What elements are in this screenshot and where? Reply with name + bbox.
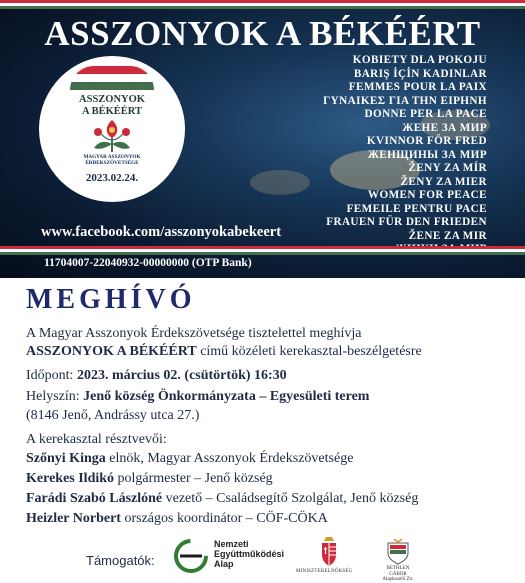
phrase: FEMMES POUR LA PAIX: [348, 81, 487, 93]
place-value: Jenő község Önkormányzata – Egyesületi terem: [83, 389, 370, 404]
event-name: ASSZONYOK A BÉKÉÉRT: [26, 344, 197, 359]
banner-title: ASSZONYOK A BÉKÉÉRT: [44, 14, 481, 53]
intro-event-line: [26, 344, 422, 360]
nea-line1: Nemzeti: [214, 539, 249, 549]
participant-role: vezető – Családsegítő Szolgálat, Jenő község: [162, 491, 419, 506]
hungarian-crest-icon: [320, 537, 338, 567]
participant-name: Szőnyi Kinga: [26, 451, 106, 466]
participant: [26, 511, 328, 527]
place-line: [26, 389, 369, 405]
intro-rest: című közéleti kerekasztal-beszélgetésre: [196, 344, 422, 359]
bethlen-gabor-caption: [379, 566, 417, 583]
participant-role: polgármester – Jenő község: [114, 471, 273, 486]
bank-account: 11704007-22040932-00000000 (OTP Bank): [44, 257, 252, 269]
ministry-caption: MINISZTERELNÖKSÉG: [296, 569, 353, 574]
participant: [26, 491, 418, 507]
phrase: ŽENE ZA MIR: [408, 229, 487, 242]
sponsors-row: [0, 532, 525, 582]
phrase: WOMEN FOR PEACE: [367, 189, 487, 201]
address-line: (8146 Jenő, Andrássy utca 27.): [26, 408, 200, 423]
phrase: ŽENY ZA MIER: [400, 175, 487, 188]
participant-role: országos koordinátor – CÖF-CÖKA: [120, 511, 328, 526]
emblem-org: [59, 154, 165, 166]
participant-role: elnök, Magyar Asszonyok Érdekszövetsége: [105, 451, 354, 466]
nea-name: [214, 539, 284, 569]
folk-ornament-icon: [90, 118, 134, 154]
participant-name: Heizler Norbert: [26, 511, 121, 526]
sponsors-label: Támogatók:: [86, 553, 155, 568]
phrase: KVINNOR FÖR FRED: [366, 135, 487, 147]
header-banner: [0, 0, 525, 278]
nea-line3: Alap: [214, 559, 234, 569]
phrase: ŽENY ZA MÍR: [408, 162, 487, 174]
nea-logo-icon: [172, 537, 210, 575]
phrase: FRAUEN FÜR DEN FRIEDEN: [326, 216, 487, 228]
emblem-date: 2023.02.24.: [85, 172, 139, 184]
invitation-heading: MEGHÍVÓ: [26, 284, 196, 315]
participant: [26, 451, 353, 467]
phrase: ЖЕНЩИНЫ ЗА МИР: [367, 148, 487, 161]
phrase: FEMEILE PENTRU PACE: [346, 202, 487, 215]
emblem-title-line1: ASSZONYOK: [79, 94, 145, 105]
time-label: Időpont:: [26, 368, 77, 383]
phrase: ΓΥΝΑΙΚΕΣ ΓΙΑ ΤΗΝ ΕΙΡΗΝΗ: [323, 94, 487, 107]
emblem-org-line1: MAGYAR ASSZONYOK: [83, 154, 141, 160]
emblem-flag: [70, 66, 154, 90]
bg-line2: Alapkezelő Zrt.: [382, 577, 414, 582]
phrase: KOBIETY DLA POKOJU: [352, 54, 487, 66]
bg-line1: BETHLEN GÁBOR: [386, 566, 410, 577]
emblem-title-line2: A BÉKÉÉRT: [81, 106, 143, 117]
participants-label: A kerekasztal résztvevői:: [26, 432, 167, 447]
place-label: Helyszín:: [26, 389, 84, 404]
time-value: 2023. március 02. (csütörtök) 16:30: [76, 368, 287, 383]
phrase: ЖЕНЕ ЗА МИР: [402, 121, 487, 134]
nea-line2: Együttműködési: [214, 549, 285, 559]
flag-stripe-green: [0, 6, 525, 9]
participant: [26, 471, 273, 487]
participant-name: Farádi Szabó Lászlóné: [26, 491, 163, 506]
event-emblem: [39, 56, 185, 202]
phrase: DONNE PER LA PACE: [364, 108, 487, 120]
phrase: BARIŞ İÇİN KADINLAR: [353, 67, 487, 80]
emblem-org-line2: ÉRDEKSZÖVETSÉGE: [85, 160, 139, 166]
facebook-link[interactable]: www.facebook.com/asszonyokabekeert: [41, 224, 282, 240]
flag-stripe-green: [0, 252, 525, 255]
intro-line: A Magyar Asszonyok Érdekszövetsége tisztelettel meghívja: [26, 326, 362, 341]
participant-name: Kerekes Ildikó: [26, 471, 115, 486]
bethlen-gabor-logo-icon: [384, 537, 412, 565]
time-line: [26, 368, 287, 384]
